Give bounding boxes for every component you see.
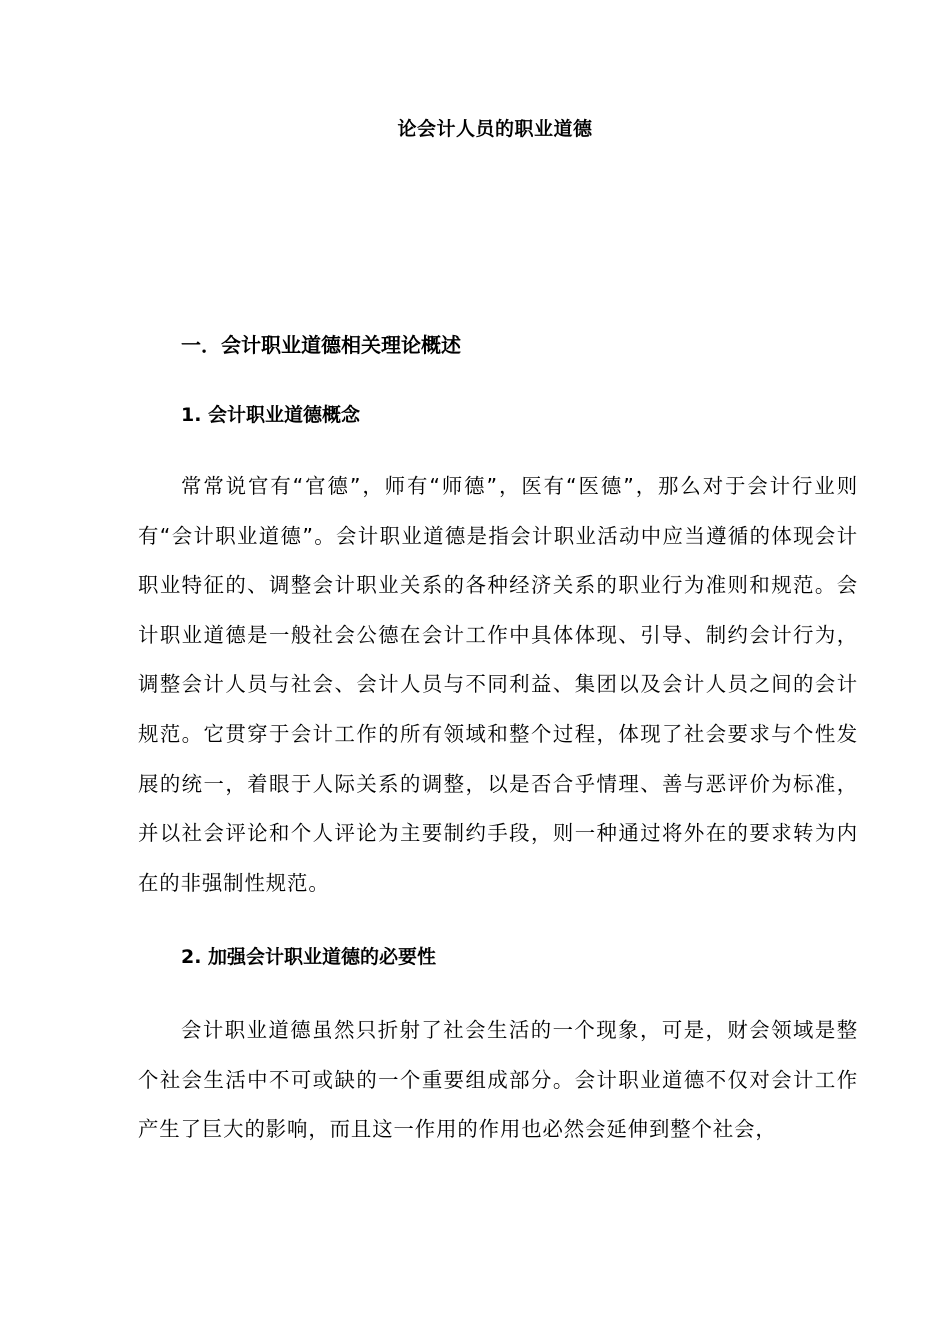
paragraph-necessity: 会计职业道德虽然只折射了社会生活的一个现象，可是，财会领域是整个社会生活中不可或缺的一个重要组成部分。会计职业道德不仅对会计工作产生了巨大的影响，而且这一作用的作用也必然会延伸到整个社会， (138, 1018, 858, 1142)
subsection-heading-concept: 1. 会计职业道德概念 (181, 404, 361, 426)
subsection-heading-necessity: 2. 加强会计职业道德的必要性 (181, 946, 437, 968)
document-title: 论会计人员的职业道德 (397, 118, 593, 140)
section-heading: 一．会计职业道德相关理论概述 (181, 333, 461, 357)
paragraph-concept: 常常说官有“官德”，师有“师德”，医有“医德”，那么对于会计行业则有“会计职业道德”。会计职业道德是指会计职业活动中应当遵循的体现会计职业特征的、调整会计职业关系的各种经济关系的职业行为准则和规范。会计职业道德是一般社会公德在会计工作中具体体现、引导、制约会计行为，调整会计人员与社会、会计人员与不同利益、集团以及会计人员之间的会计规范。它贯穿于会计工作的所有领域和整个过程，体现了社会要求与个性发展的统一，着眼于人际关系的调整，以是否合乎情理、善与恶评价为标准，并以社会评论和个人评论为主要制约手段，则一种通过将外在的要求转为内在的非强制性规范。 (138, 474, 858, 895)
